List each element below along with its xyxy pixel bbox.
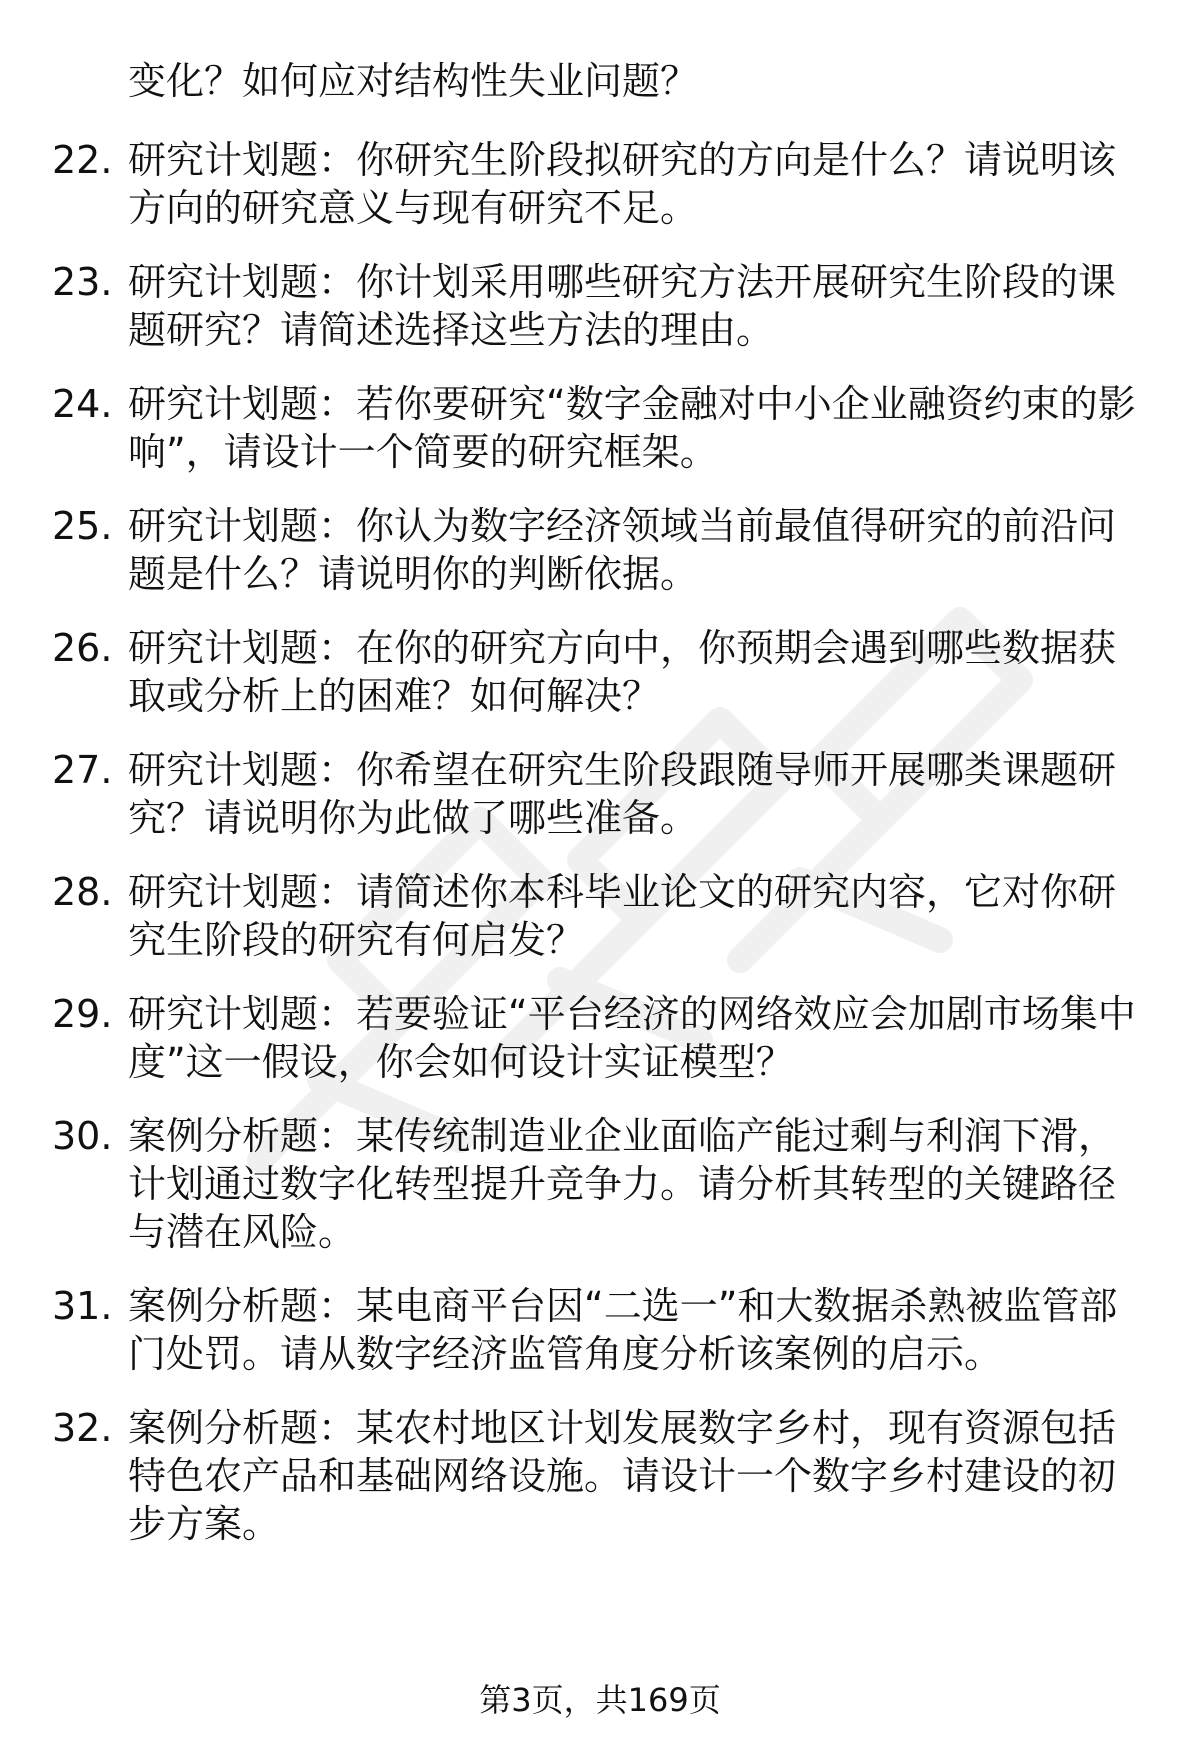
question-number: 29.	[52, 992, 113, 1036]
question-text: 研究计划题：你计划采用哪些研究方法开展研究生阶段的课题研究？请简述选择这些方法的理由。	[128, 260, 1117, 352]
question-item	[0, 136, 1138, 232]
question-number: 26.	[52, 626, 113, 670]
question-item	[0, 1282, 1138, 1378]
question-item	[0, 258, 1138, 354]
question-item	[0, 868, 1138, 964]
question-text: 案例分析题：某电商平台因“二选一”和大数据杀熟被监管部门处罚。请从数字经济监管角度分析该案例的启示。	[128, 1284, 1118, 1376]
question-text: 案例分析题：某传统制造业企业面临产能过剩与利润下滑，计划通过数字化转型提升竞争力。请分析其转型的关键路径与潜在风险。	[128, 1114, 1117, 1254]
question-list	[0, 136, 1200, 1574]
question-item	[0, 380, 1138, 476]
question-item	[0, 990, 1138, 1086]
question-text: 研究计划题：若要验证“平台经济的网络效应会加剧市场集中度”这一假设，你会如何设计实证模型？	[128, 992, 1136, 1084]
question-number: 24.	[52, 382, 113, 426]
question-item	[0, 1112, 1138, 1256]
question-number: 28.	[52, 870, 113, 914]
question-number: 25.	[52, 504, 113, 548]
question-item	[0, 1404, 1138, 1548]
question-text: 案例分析题：某农村地区计划发展数字乡村，现有资源包括特色农产品和基础网络设施。请设计一个数字乡村建设的初步方案。	[128, 1406, 1117, 1546]
question-text: 研究计划题：在你的研究方向中，你预期会遇到哪些数据获取或分析上的困难？如何解决？	[128, 626, 1117, 718]
continuation-text: 变化？如何应对结构性失业问题？	[128, 59, 699, 103]
question-item	[0, 624, 1138, 720]
question-text: 研究计划题：你认为数字经济领域当前最值得研究的前沿问题是什么？请说明你的判断依据。	[128, 504, 1117, 596]
question-item	[0, 502, 1138, 598]
question-number: 27.	[52, 748, 113, 792]
question-number: 32.	[52, 1406, 113, 1450]
question-text: 研究计划题：请简述你本科毕业论文的研究内容，它对你研究生阶段的研究有何启发？	[128, 870, 1117, 962]
question-item	[0, 746, 1138, 842]
question-text: 研究计划题：你希望在研究生阶段跟随导师开展哪类课题研究？请说明你为此做了哪些准备。	[128, 748, 1117, 840]
question-number: 30.	[52, 1114, 113, 1158]
question-text: 研究计划题：若你要研究“数字金融对中小企业融资约束的影响”，请设计一个简要的研究框架。	[128, 382, 1136, 474]
question-number: 22.	[52, 138, 113, 182]
question-text: 研究计划题：你研究生阶段拟研究的方向是什么？请说明该方向的研究意义与现有研究不足。	[128, 138, 1117, 230]
page-footer: 第3页，共169页	[479, 1681, 721, 1719]
question-number: 23.	[52, 260, 113, 304]
question-number: 31.	[52, 1284, 113, 1328]
